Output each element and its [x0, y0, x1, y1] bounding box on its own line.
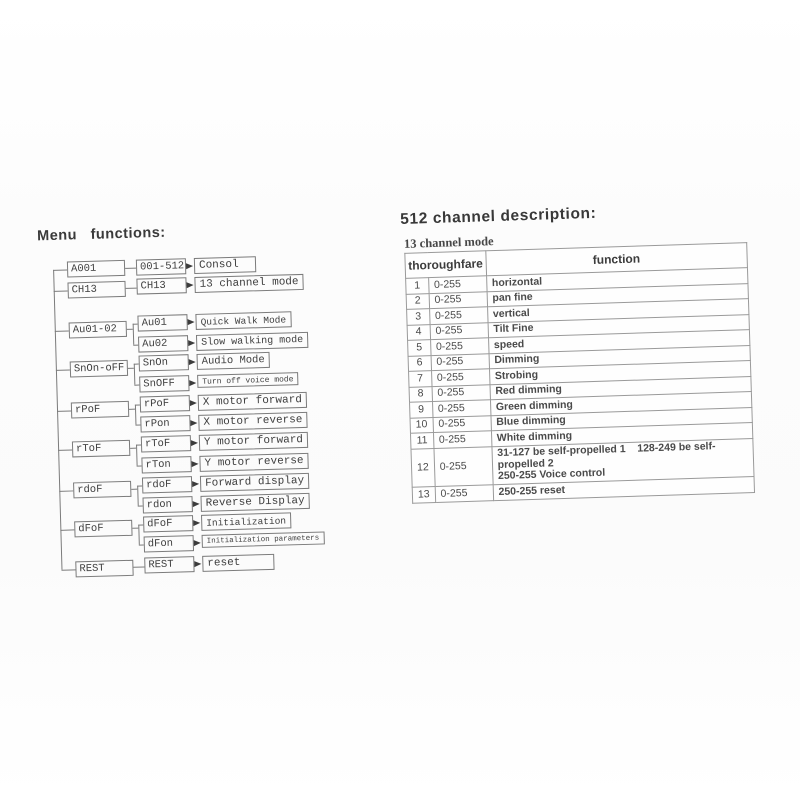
arrow-icon: [192, 480, 199, 486]
menu-code-box: dFon: [144, 535, 194, 552]
channel-range-cell: 0-255: [433, 431, 491, 448]
channel-range-cell: 0-255: [432, 400, 490, 417]
menu-parent-box: CH13: [67, 281, 125, 299]
channel-description-title: 512 channel description:: [400, 204, 597, 228]
channel-function-cell: Strobing: [489, 361, 751, 385]
connector-line: [134, 364, 136, 385]
channel-function-cell: Green dimming: [490, 392, 752, 416]
menu-code-box: rdoF: [142, 476, 192, 493]
channel-range-cell: 0-255: [435, 485, 493, 502]
menu-parent-box: SnOn-oFF: [70, 360, 128, 378]
table-header-thoroughfare: thoroughfare: [405, 251, 486, 279]
channel-function-cell: Dimming: [489, 345, 751, 369]
menu-description-box: Slow walking mode: [196, 332, 308, 351]
arrow-icon: [188, 339, 195, 345]
channel-function-cell: vertical: [487, 299, 749, 323]
channel-number-cell: 7: [409, 371, 432, 387]
arrow-icon: [189, 358, 196, 364]
menu-description-box: Y motor forward: [199, 432, 308, 451]
channel-number-cell: 1: [406, 278, 429, 294]
channel-number-cell: 8: [409, 386, 432, 402]
channel-number-cell: 6: [408, 355, 431, 371]
connector-line: [133, 324, 135, 345]
menu-description-box: X motor reverse: [198, 412, 307, 431]
menu-code-box: rPoF: [140, 395, 190, 412]
arrow-icon: [191, 439, 198, 445]
menu-flowchart: [36, 217, 369, 586]
menu-description-box: Y motor reverse: [199, 453, 308, 472]
channel-function-cell: pan fine: [487, 283, 749, 307]
connector-line: [53, 270, 62, 570]
channel-function-cell: White dimming: [491, 423, 753, 447]
channel-number-cell: 13: [412, 487, 435, 503]
menu-description-box: X motor forward: [198, 392, 307, 411]
channel-range-cell: 0-255: [434, 446, 493, 486]
arrow-icon: [189, 379, 196, 385]
menu-parent-box: rToF: [72, 440, 130, 458]
menu-parent-box: rdoF: [73, 481, 131, 499]
channel-number-cell: 4: [407, 324, 430, 340]
connector-line: [53, 270, 67, 271]
menu-description-box: Forward display: [200, 473, 309, 492]
connector-line: [133, 566, 144, 567]
menu-code-box: 001-512: [136, 258, 186, 275]
channel-number-cell: 11: [410, 433, 433, 449]
arrow-icon: [191, 460, 198, 466]
menu-code-box: Au01: [137, 314, 187, 331]
menu-title: Menu functions:: [36, 224, 166, 245]
channel-range-cell: 0-255: [432, 384, 490, 401]
menu-code-box: rToF: [141, 435, 191, 452]
connector-line: [136, 445, 138, 466]
connector-line: [126, 288, 137, 289]
channel-range-cell: 0-255: [429, 291, 487, 308]
channel-number-cell: 9: [410, 402, 433, 418]
menu-parent-box: A001: [67, 260, 125, 278]
channel-description-section: [400, 200, 769, 504]
channel-range-cell: 0-255: [430, 322, 488, 339]
channel-function-cell: 31-127 be self-propelled 1 128-249 be self-propelled 2 250-255 Voice control: [492, 438, 754, 485]
connector-line: [59, 490, 73, 491]
channel-range-cell: 0-255: [428, 276, 486, 293]
channel-range-cell: 0-255: [430, 338, 488, 355]
menu-code-box: SnOn: [139, 354, 189, 371]
channel-range-cell: 0-255: [431, 353, 489, 370]
connector-line: [135, 405, 137, 425]
channel-function-cell: speed: [488, 330, 750, 354]
arrow-icon: [193, 500, 200, 506]
menu-parent-box: dFoF: [74, 520, 132, 538]
connector-line: [138, 525, 140, 545]
menu-code-box: SnOFF: [139, 375, 189, 392]
menu-description-box: Initialization: [201, 512, 291, 531]
connector-line: [56, 369, 70, 370]
menu-code-box: rTon: [141, 456, 191, 473]
arrow-icon: [188, 318, 195, 324]
arrow-icon: [194, 539, 201, 545]
channel-number-cell: 5: [408, 340, 431, 356]
channel-function-cell: horizontal: [486, 268, 748, 292]
channel-range-cell: 0-255: [431, 369, 489, 386]
menu-code-box: rdon: [143, 496, 193, 513]
menu-description-box: Quick Walk Mode: [195, 311, 291, 330]
connector-line: [61, 569, 75, 570]
connector-line: [58, 449, 72, 450]
menu-description-box: Consol: [194, 256, 256, 274]
arrow-icon: [193, 519, 200, 525]
arrow-icon: [194, 560, 201, 566]
menu-code-box: dFoF: [143, 515, 193, 532]
connector-line: [54, 291, 68, 292]
channel-function-cell: Tilt Fine: [488, 314, 750, 338]
menu-code-box: REST: [144, 556, 194, 573]
connector-line: [60, 529, 74, 530]
menu-description-box: reset: [202, 554, 274, 572]
menu-code-box: Au02: [138, 335, 188, 352]
channel-function-cell: Blue dimming: [491, 407, 753, 431]
channel-function-cell: Red dimming: [490, 376, 752, 400]
channel-number-cell: 10: [410, 417, 433, 433]
menu-parent-box: Au01-02: [69, 321, 127, 339]
channel-number-cell: 2: [406, 293, 429, 309]
channel-number-cell: 3: [407, 309, 430, 325]
table-header-function: function: [485, 243, 747, 276]
menu-parent-box: REST: [75, 560, 133, 578]
menu-description-box: Initialization parameters: [202, 531, 325, 547]
arrow-icon: [190, 399, 197, 405]
connector-line: [55, 331, 69, 332]
connector-line: [57, 410, 71, 411]
menu-description-box: 13 channel mode: [194, 274, 303, 293]
connector-line: [125, 268, 136, 269]
menu-parent-box: rPoF: [71, 401, 129, 419]
menu-description-box: Reverse Display: [200, 493, 309, 512]
arrow-icon: [186, 281, 193, 287]
connector-line: [137, 486, 139, 506]
menu-description-box: Turn off voice mode: [197, 372, 299, 388]
arrow-icon: [190, 419, 197, 425]
channel-range-cell: 0-255: [433, 415, 491, 432]
channel-range-cell: 0-255: [429, 307, 487, 324]
channel-number-cell: 12: [411, 448, 435, 487]
menu-description-box: Audio Mode: [197, 352, 270, 370]
channel-mode-label: 13 channel mode: [403, 234, 494, 251]
menu-code-box: CH13: [136, 277, 186, 294]
channel-function-cell: 250-255 reset: [493, 477, 755, 501]
arrow-icon: [186, 263, 193, 269]
channel-table: [404, 242, 755, 503]
menu-code-box: rPon: [140, 415, 190, 432]
